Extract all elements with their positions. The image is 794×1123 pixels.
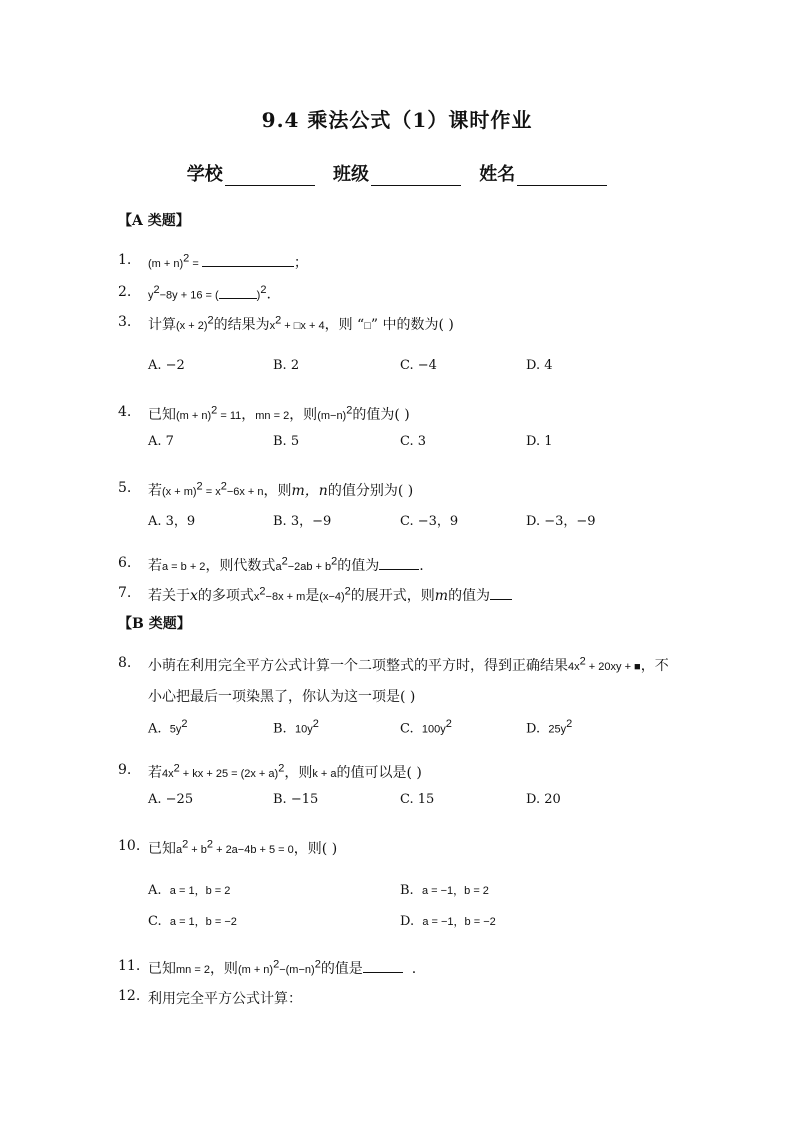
math-expr: + □x + 4: [281, 320, 325, 332]
class-label: 班级: [333, 164, 369, 185]
math-exp: 2: [281, 555, 288, 568]
text: 计算: [148, 317, 176, 333]
math-expr: 4x: [568, 661, 580, 673]
page-title: 9.4 乘法公式（1）课时作业: [261, 108, 533, 132]
text: 的值是: [320, 961, 363, 977]
math-expr: (m + n): [176, 410, 212, 422]
text: ，则: [209, 961, 238, 977]
math-expr: (x−4): [319, 591, 345, 603]
math-expr: (x + m): [162, 486, 197, 498]
option-c[interactable]: [148, 913, 237, 929]
text: 若关于: [148, 588, 190, 604]
math-exp: 2: [220, 480, 227, 493]
math-expr: (m + n): [148, 258, 184, 270]
math-expr: mn = 2: [255, 410, 290, 422]
math-expr: = x: [202, 486, 221, 498]
text: 已知: [148, 841, 176, 857]
option-c[interactable]: C. 3: [400, 434, 427, 449]
answer-blank[interactable]: [379, 557, 419, 570]
question-text: [148, 555, 424, 575]
class-field: [333, 160, 461, 186]
math-expr: −2ab + b: [287, 561, 332, 573]
question-text: [148, 314, 454, 334]
text: 若: [148, 483, 162, 499]
question-text: [148, 284, 271, 303]
math-exp: 2: [211, 404, 218, 417]
math-exp: 2: [153, 284, 160, 296]
punct: .: [266, 286, 271, 303]
question-number: 3.: [118, 314, 132, 330]
option-label: C.: [400, 721, 414, 737]
math-expr: k + a: [312, 768, 337, 780]
punct: ；: [293, 255, 308, 271]
option-b[interactable]: [400, 882, 489, 898]
math-exp: 2: [260, 284, 267, 296]
math-vars: m，n: [291, 483, 328, 499]
math-expr: a = −1，b = 2: [421, 885, 489, 897]
math-exp: 2: [207, 314, 214, 327]
text: 的值分别为( ): [327, 483, 414, 499]
math-expr: a = 1，b = 2: [169, 885, 231, 897]
option-d[interactable]: D. 1: [526, 434, 553, 449]
text: ，则: [284, 765, 313, 781]
option-b[interactable]: B. −15: [273, 792, 319, 807]
math-exp: 2: [278, 762, 285, 775]
math-exp: 2: [206, 838, 214, 851]
question-number: 7.: [118, 585, 132, 601]
option-d[interactable]: D. 4: [526, 358, 553, 373]
math-exp: 2: [183, 252, 190, 265]
question-text: 利用完全平方公式计算：: [148, 991, 302, 1007]
text: 已知: [148, 407, 176, 423]
text: 已知: [148, 961, 176, 977]
school-field: [187, 160, 315, 186]
option-b[interactable]: B. 5: [273, 434, 300, 449]
question-number: 5.: [118, 480, 132, 496]
math-exp: 2: [273, 958, 280, 971]
math-var: m: [434, 588, 449, 604]
text: 的结果为: [213, 317, 270, 333]
option-label: A.: [148, 721, 162, 737]
class-blank[interactable]: [371, 167, 461, 186]
math-var: x: [190, 588, 198, 604]
option-c[interactable]: C. 15: [400, 792, 435, 807]
math-exp: 2: [275, 314, 282, 327]
option-label: B.: [400, 883, 414, 898]
text: 的值可以是( ): [336, 765, 422, 781]
name-blank[interactable]: [517, 167, 607, 186]
question-number: 8.: [118, 655, 132, 671]
question-number: 2.: [118, 284, 132, 300]
math-exp: 2: [566, 718, 573, 730]
school-label: 学校: [186, 164, 223, 185]
option-a[interactable]: A. 7: [148, 434, 174, 449]
option-a[interactable]: A. −25: [148, 792, 194, 807]
math-expr: 25y: [548, 723, 567, 736]
option-b[interactable]: [273, 718, 319, 736]
math-expr: (m−n): [317, 410, 347, 422]
text: ，则( ): [293, 841, 338, 857]
math-exp: 2: [579, 655, 586, 668]
option-a[interactable]: A. 3，9: [148, 514, 196, 529]
math-expr: a: [275, 561, 282, 573]
option-label: A.: [148, 883, 162, 898]
math-expr: + 2a−4b + 5 = 0: [213, 844, 294, 856]
math-expr: = 11: [217, 410, 242, 422]
option-a[interactable]: [148, 718, 188, 736]
math-expr: (x + 2): [176, 320, 208, 332]
text: 的多项式: [197, 588, 254, 604]
option-label: D.: [400, 914, 415, 929]
question-text: [148, 252, 308, 272]
text: ，则 “: [324, 317, 365, 333]
text: 小萌在利用完全平方公式计算一个二项整式的平方时，得到正确结果: [148, 658, 568, 674]
math-exp: 2: [344, 585, 351, 598]
question-number: 12.: [118, 988, 141, 1004]
text: ，则代数式: [205, 558, 276, 574]
question-text: [148, 404, 410, 424]
text: ，则: [263, 483, 292, 499]
question-number: 1.: [118, 252, 132, 268]
option-label: C.: [148, 914, 162, 929]
option-a[interactable]: A. −2: [148, 358, 185, 373]
math-expr: a: [176, 844, 183, 856]
option-c[interactable]: [400, 718, 452, 736]
punct: .: [419, 558, 424, 574]
math-exp: 2: [181, 718, 188, 730]
answer-blank[interactable]: [202, 254, 294, 267]
question-text: [148, 958, 416, 978]
box-symbol: □: [364, 320, 371, 332]
math-expr: 5y: [169, 723, 182, 736]
math-expr: mn = 2: [176, 964, 210, 976]
section-a-heading: 【A 类题】: [118, 213, 190, 229]
text: 是: [305, 588, 320, 604]
name-field: [479, 160, 607, 186]
text: 的值为( ): [352, 407, 410, 423]
option-d[interactable]: [526, 718, 572, 736]
name-label: 姓名: [479, 164, 516, 185]
answer-blank[interactable]: [363, 960, 403, 973]
math-expr: a = b + 2: [162, 561, 206, 573]
text: ，不: [640, 658, 669, 674]
question-text: [148, 655, 669, 675]
question-text: [148, 480, 413, 500]
math-expr: + b: [188, 844, 207, 856]
math-exp: 2: [312, 718, 319, 730]
math-expr: −(m−n): [279, 964, 315, 976]
option-label: D.: [526, 721, 541, 737]
math-expr: −6x + n: [226, 486, 264, 498]
question-number: 6.: [118, 555, 132, 571]
option-b[interactable]: B. 3，−9: [273, 514, 332, 529]
option-label: B.: [273, 721, 287, 737]
math-expr: =: [189, 258, 202, 270]
punct: .: [411, 961, 417, 977]
text: 的值为: [448, 588, 491, 604]
question-text: [148, 585, 512, 605]
question-text: [148, 838, 337, 858]
question-number: 11.: [118, 958, 141, 974]
math-expr: 100y: [421, 723, 446, 736]
answer-blank[interactable]: [219, 286, 257, 299]
math-expr: (m + n): [237, 964, 274, 976]
question-number: 9.: [118, 762, 132, 778]
math-expr: y: [148, 289, 154, 302]
math-expr: + 20xy + ■: [585, 661, 641, 673]
text: 的值为: [337, 558, 380, 574]
text: ” 中的数为( ): [370, 317, 454, 333]
math-exp: 2: [196, 480, 203, 493]
question-number: 4.: [118, 404, 132, 420]
math-expr: 4x: [162, 768, 174, 780]
math-exp: 2: [331, 555, 338, 568]
question-number: 10.: [118, 838, 141, 854]
option-c[interactable]: C. −3，9: [400, 514, 459, 529]
math-exp: 2: [259, 585, 266, 598]
option-c[interactable]: C. −4: [400, 358, 437, 373]
math-expr: + kx + 25 = (2x + a): [179, 768, 279, 780]
text: ，则: [289, 407, 318, 423]
math-expr: a = −1，b = −2: [422, 916, 496, 928]
math-expr: ): [256, 289, 261, 302]
option-d[interactable]: [400, 913, 496, 929]
text: 若: [148, 765, 162, 781]
school-blank[interactable]: [225, 167, 315, 186]
text: ，: [241, 407, 256, 423]
math-expr: −8y + 16 = (: [159, 289, 219, 302]
text: 若: [148, 558, 162, 574]
math-expr: a = 1，b = −2: [169, 916, 237, 928]
math-exp: 2: [445, 718, 452, 730]
math-exp: 2: [173, 762, 180, 775]
option-d[interactable]: D. 20: [526, 792, 561, 807]
math-exp: 2: [182, 838, 189, 851]
math-expr: x: [269, 320, 276, 332]
option-b[interactable]: B. 2: [273, 358, 300, 373]
option-a[interactable]: [148, 882, 230, 898]
option-d[interactable]: D. −3，−9: [526, 514, 596, 529]
question-text: [148, 762, 422, 782]
student-info-row: [0, 160, 794, 186]
math-expr: x: [253, 591, 260, 603]
math-exp: 2: [346, 404, 353, 417]
question-8-line-2: 小心把最后一项染黑了，你认为这一项是( ): [148, 689, 416, 705]
math-exp: 2: [314, 958, 321, 971]
section-b-heading: 【B 类题】: [118, 616, 191, 632]
math-expr: −8x + m: [265, 591, 306, 603]
answer-blank[interactable]: [490, 587, 512, 600]
text: 的展开式，则: [350, 588, 435, 604]
math-expr: 10y: [294, 723, 313, 736]
